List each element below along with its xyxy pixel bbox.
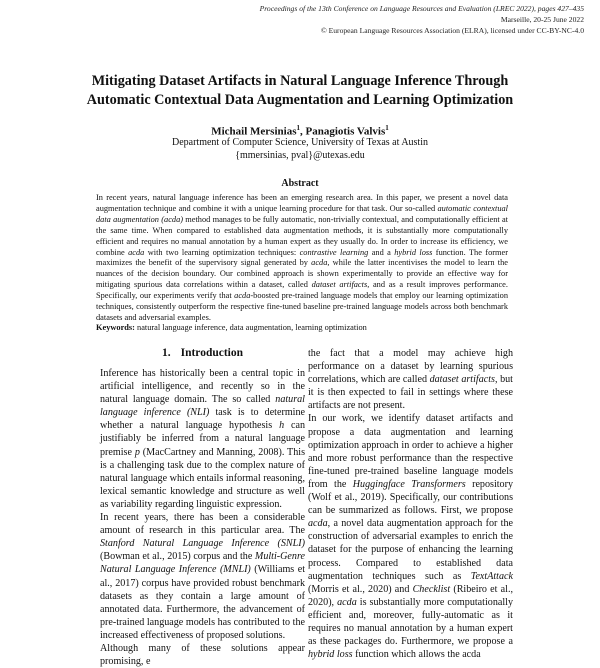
body-text: the fact that a model may achieve high performance on a dataset by learning spurious correlations, which are called <box>308 348 513 386</box>
abstract-heading: Abstract <box>281 178 319 189</box>
body-italic: acda <box>308 518 328 530</box>
body-text: task is to determine whether a natural language hypothesis <box>100 407 306 432</box>
body-italic: h <box>279 420 285 432</box>
author-separator: , <box>299 125 306 138</box>
affiliation-email: {mmersinias, pval}@utexas.edu <box>235 150 365 161</box>
abstract-italic: dataset artifacts <box>311 280 368 290</box>
title-line-1: Mitigating Dataset Artifacts in Natural Language Inference Through <box>91 73 509 89</box>
abstract-text: , while the latter incentivises the model to learn the nuances of the decision boundary. Our combined approach is shown experimentally to provide an effective way for mitigating spurious data correlations within a dataset, called <box>96 258 508 290</box>
abstract-italic: hybrid loss <box>394 247 433 257</box>
body-italic: TextAttack <box>470 570 513 582</box>
header-line-proceedings: Proceedings of the 13th Conference on Language Resources and Evaluation (LREC 2022), pages 427–435 <box>259 4 584 13</box>
intro-paragraph-3: Although many of these solutions appear promising, e <box>100 642 305 668</box>
body-text: (Ribeiro et al., 2020), <box>308 583 513 608</box>
body-text: , a novel data augmentation approach for the construction of adversarial examples to enrich the dataset for the purpose of enhancing the learning process. Compared to established data augmentation techniques such as <box>308 518 513 582</box>
abstract-italic: acda <box>234 291 251 301</box>
abstract-text: method manages to be fully automatic, non-trivially contextual, and computationally efficient at the same time. When compared to established data augmentation methods, it is substantially more computationally efficient and requires no manual annotation by a human expert as they usually do. In order to increase its efficiency, we combine <box>96 214 509 257</box>
header-line-license: © European Language Resources Association (ELRA), licensed under CC-BY-NC-4.0 <box>320 26 584 35</box>
intro-paragraph-2 <box>100 511 305 642</box>
affiliation <box>0 136 600 162</box>
body-text: (Williams et al., 2017) corpus have provided robust benchmark datasets as they contain a large amount of annotated data. Furthermore, the advancement of pre-trained language models has contributed to the increased effectiveness of proposed solutions. <box>100 564 305 641</box>
body-text: (Morris et al., 2020) and <box>308 583 413 595</box>
body-text: In recent years, there has been a considerable amount of research in this particular area. The <box>100 512 305 537</box>
header-line-location: Marseille, 20-25 June 2022 <box>500 15 584 24</box>
section-heading <box>100 346 305 360</box>
paper-title <box>0 72 600 110</box>
body-italic: Huggingface Transformers <box>352 478 466 490</box>
abstract-text: with two learning optimization techniques: <box>144 247 300 257</box>
right-paragraph-1 <box>308 347 513 412</box>
body-text: Inference has historically been a central topic in artificial intelligence, and recently so in the natural language domain. The so called <box>100 368 305 406</box>
body-italic: Checklist <box>412 583 451 595</box>
body-italic: hybrid loss <box>308 649 353 661</box>
body-text: , but it is then expected to fail in settings where these artifacts are not present. <box>308 374 513 412</box>
body-italic: dataset artifacts <box>429 374 495 386</box>
abstract-italic: automatic contextual data augmentation (acda) <box>96 203 508 224</box>
abstract-italic: acda <box>311 258 328 268</box>
body-text: (MacCartney and Manning, 2008). This is a challenging task due to the complex nature of natural language which entails informal reasoning, lexical semantic knowledge and structure as well as variability regarding linguistic expression. <box>100 446 305 510</box>
right-column <box>308 347 513 661</box>
right-paragraph-2 <box>308 412 513 661</box>
body-text: (Bowman et al., 2015) corpus and the <box>100 551 255 563</box>
author-2: Panagiotis Valvis <box>305 125 386 138</box>
abstract-italic: acda <box>128 247 145 257</box>
body-italic: acda <box>337 596 357 608</box>
body-italic: natural language inference (NLI) <box>100 394 305 419</box>
body-text: In our work, we identify dataset artifacts and propose a data augmentation and learning optimization approach in order to achieve a higher and more robust performance than the respective fine-tuned pre-trained baseline language models from the <box>308 413 513 490</box>
section-number: 1. <box>161 347 171 359</box>
abstract-text: and a <box>368 247 395 257</box>
proceedings-header <box>260 3 584 36</box>
title-line-2: Automatic Contextual Data Augmentation and Learning Optimization <box>86 92 514 108</box>
body-italic: Stanford Natural Language Inference (SNLI) <box>100 538 305 550</box>
abstract-text: In recent years, natural language inference has been an emerging research area. In this paper, we present a novel data augmentation technique and combine it with a unique learning procedure for that task. Our so-called <box>96 193 508 213</box>
body-italic: Multi-Genre Natural Language Inference (MNLI) <box>100 551 305 576</box>
affiliation-dept: Department of Computer Science, University of Texas at Austin <box>171 137 428 148</box>
body-text: is substantially more computationally efficient and, moreover, fully-automatic as it requires no manual annotation by a human expert as these packages do. Furthermore, we propose a <box>308 596 513 648</box>
left-column <box>100 346 305 668</box>
abstract-body <box>96 193 508 324</box>
intro-paragraph-1 <box>100 367 305 511</box>
keywords-label: Keywords: <box>96 323 135 332</box>
body-text: repository (Wolf et al., 2019). Specifically, our contributions can be summarized as follows. First, we propose <box>308 478 514 517</box>
body-text: can justifiably be inferred from a natural language premise <box>100 420 306 458</box>
abstract-italic: contrastive learning <box>299 247 369 257</box>
abstract-text: -boosted pre-trained language models that employ our learning optimization techniques, consistently outperform the respective fine-tuned baseline pre-trained language models across both benchmark datasets and adversarial examples. <box>96 291 508 322</box>
author-1: Michail Mersinias <box>211 125 297 138</box>
author-2-affil: 1 <box>385 124 389 132</box>
abstract-text: , and as a result improves performance. Specifically, our experiments verify that <box>96 280 508 301</box>
section-title: Introduction <box>180 347 244 359</box>
body-text: function which allows the acda <box>352 649 481 661</box>
author-1-affil: 1 <box>296 124 300 132</box>
abstract-text: function. The former maximizes the benefit of the supervisory signal generated by <box>96 247 508 268</box>
body-italic: p <box>134 446 140 458</box>
keywords-text: natural language inference, data augmentation, learning optimization <box>134 323 367 332</box>
keywords <box>96 323 508 334</box>
